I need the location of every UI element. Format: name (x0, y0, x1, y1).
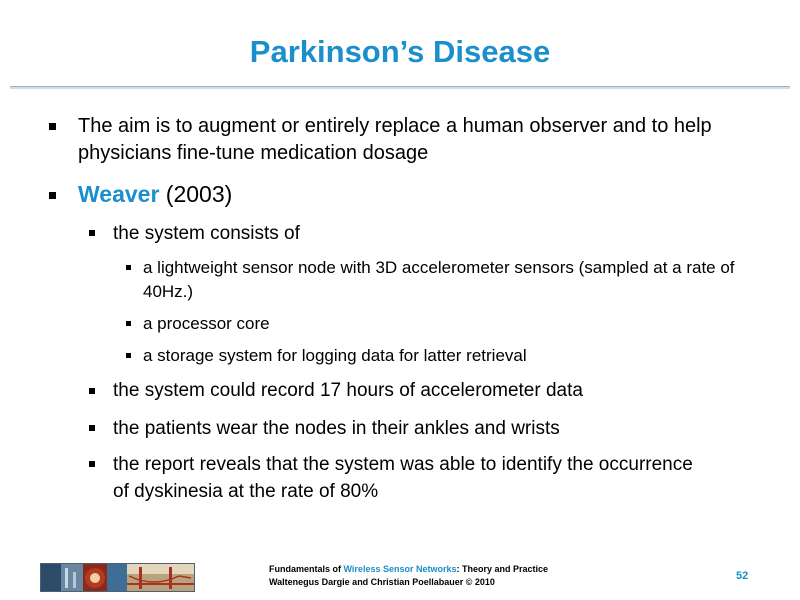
bullet-aim: The aim is to augment or entirely replace a human observer and to help physicians fine-tune medication dosage (78, 115, 712, 164)
bullet-marker (89, 388, 95, 394)
bullet-marker (89, 230, 95, 236)
footer-highlight: Wireless Sensor Networks (343, 564, 457, 574)
footer-prefix: Fundamentals of (269, 564, 344, 574)
bullet-marker (126, 265, 131, 270)
bullet-wear: the patients wear the nodes in their ankles and wrists (113, 418, 560, 439)
weaver-year: (2003) (159, 181, 233, 207)
footer-credits (269, 563, 548, 589)
slide-title: Parkinson’s Disease (249, 34, 551, 69)
bullet-marker (49, 123, 56, 130)
bullet-storage: a storage system for logging data for latter retrieval (143, 346, 527, 365)
bullet-system-consists: the system consists of (113, 223, 300, 244)
logo-image (41, 564, 194, 591)
page-number: 52 (736, 570, 749, 582)
bullet-sensor-node: a lightweight sensor node with 3D accelerometer sensors (sampled at a rate of 40Hz.) (143, 258, 735, 301)
bullet-marker (89, 425, 95, 431)
bullet-weaver (78, 181, 232, 208)
bullet-processor: a processor core (143, 314, 270, 333)
bullet-report: the report reveals that the system was able to identify the occurrence of dyskinesia at the rate of 80% (113, 454, 693, 502)
weaver-author: Weaver (78, 181, 160, 207)
footer-authors: Waltenegus Dargie and Christian Poellabauer © 2010 (269, 577, 495, 587)
bullet-marker (49, 192, 56, 199)
footer-suffix: : Theory and Practice (456, 564, 549, 574)
bullet-record: the system could record 17 hours of accelerometer data (113, 380, 583, 401)
bullet-marker (126, 353, 131, 358)
bullet-marker (126, 321, 131, 326)
footer-logo-strip (40, 563, 195, 592)
footer-book-title (269, 563, 548, 576)
bullet-marker (89, 461, 95, 467)
title-divider (10, 86, 790, 89)
